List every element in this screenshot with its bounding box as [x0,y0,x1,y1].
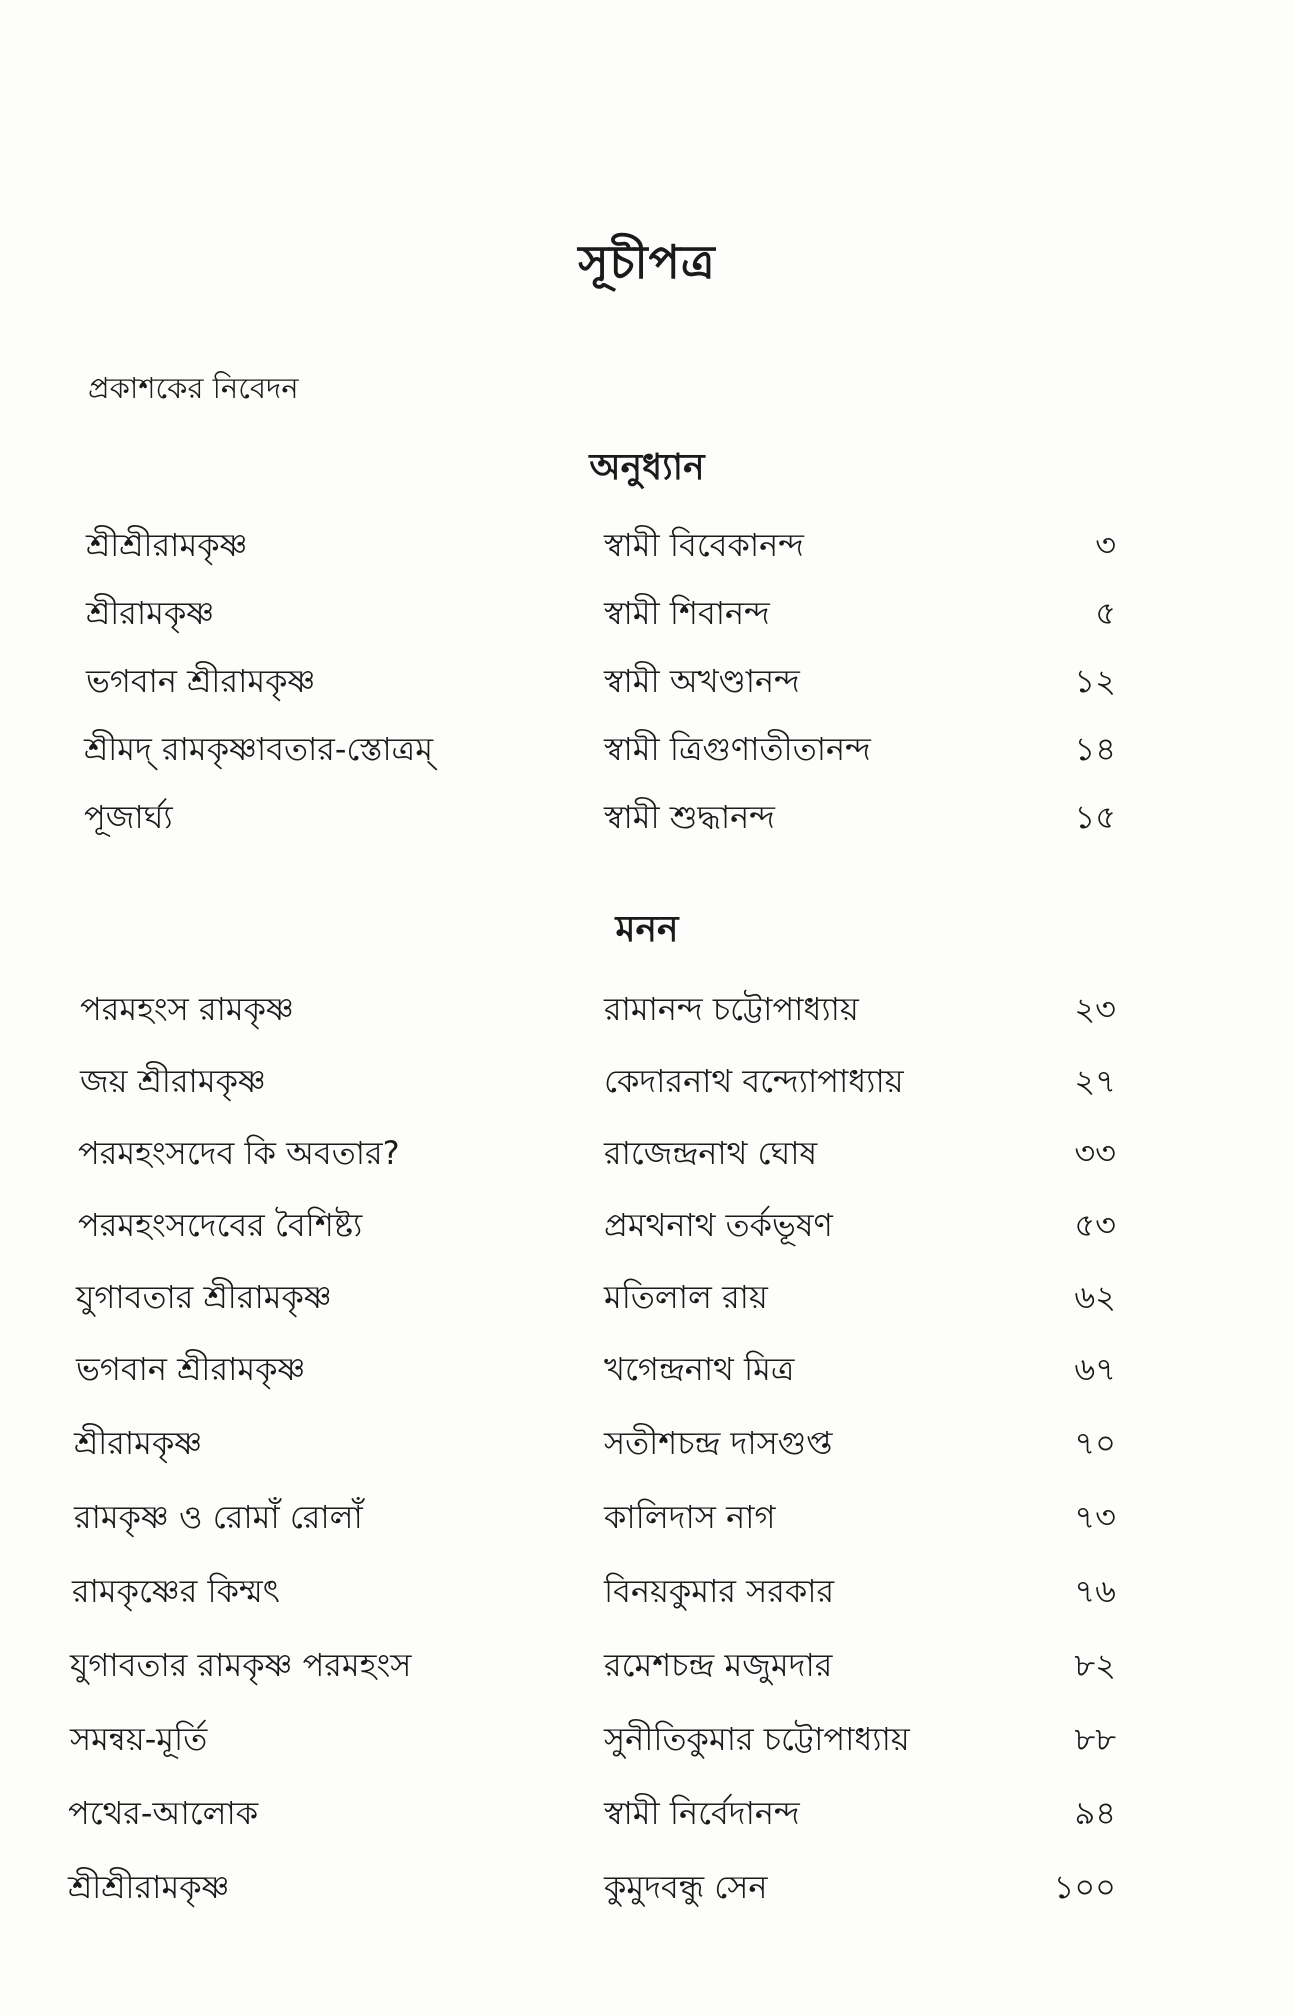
entry-page: ২৭ [1074,1062,1116,1100]
toc-row [0,656,1294,716]
entry-author: মতিলাল রায় [604,1278,768,1316]
toc-row [0,1418,1294,1478]
entry-author: সতীশচন্দ্র দাসগুপ্ত [604,1424,833,1462]
entry-title: যুগাবতার রামকৃষ্ণ পরমহংস [70,1646,412,1684]
entry-title: রামকৃষ্ণের কিম্মৎ [72,1572,280,1610]
entry-page: ৩ [1095,526,1116,564]
entry-author: রমেশচন্দ্র মজুমদার [604,1646,833,1684]
toc-row [0,1344,1294,1404]
entry-page: ১২ [1074,662,1116,700]
entry-title: পরমহংসদেবের বৈশিষ্ট্য [78,1206,363,1244]
entry-page: ১০০ [1053,1868,1116,1906]
toc-row [0,1128,1294,1188]
entry-title: পরমহংসদেব কি অবতার? [78,1134,400,1172]
entry-author: কালিদাস নাগ [604,1498,776,1536]
toc-row [0,1272,1294,1332]
toc-row [0,1566,1294,1626]
entry-author: প্রমথনাথ তর্কভূষণ [604,1206,833,1244]
entry-author: কেদারনাথ বন্দ্যোপাধ্যায় [604,1062,904,1100]
entry-author: রামানন্দ চট্টোপাধ্যায় [604,990,859,1028]
entry-page: ১৫ [1074,798,1116,836]
entry-page: ৭৬ [1074,1572,1116,1610]
entry-title: রামকৃষ্ণ ও রোমাঁ রোলাঁ [74,1498,363,1536]
entry-title: পথের-আলোক [68,1794,259,1832]
entry-title: শ্রীরামকৃষ্ণ [74,1424,203,1462]
entry-title: ভগবান শ্রীরামকৃষ্ণ [76,1350,306,1388]
entry-author: স্বামী ত্রিগুণাতীতানন্দ [604,730,871,768]
entry-page: ৮৮ [1074,1720,1116,1758]
entry-title: শ্রীরামকৃষ্ণ [86,594,215,632]
entry-author: স্বামী অখণ্ডানন্দ [604,662,800,700]
entry-page: ২৩ [1074,990,1116,1028]
entry-page: ৫ [1095,594,1116,632]
section-heading-anudhyan: অনুধ্যান [589,447,705,488]
entry-page: ৩৩ [1074,1134,1116,1172]
toc-row [0,1056,1294,1116]
toc-row [0,1200,1294,1260]
entry-page: ৭০ [1074,1424,1116,1462]
entry-title: জয় শ্রীরামকৃষ্ণ [80,1062,266,1100]
entry-title: যুগাবতার শ্রীরামকৃষ্ণ [76,1278,332,1316]
entry-author: স্বামী শুদ্ধানন্দ [604,798,775,836]
toc-row [0,1862,1294,1922]
entry-title: শ্রীশ্রীরামকৃষ্ণ [68,1868,230,1906]
entry-title: পরমহংস রামকৃষ্ণ [80,990,294,1028]
entry-author: কুমুদবন্ধু সেন [604,1868,768,1906]
entry-page: ৯৪ [1074,1794,1116,1832]
entry-title: ভগবান শ্রীরামকৃষ্ণ [86,662,316,700]
entry-title: পূজার্ঘ্য [84,798,173,836]
toc-row [0,1492,1294,1552]
entry-title: সমন্বয়-মূর্তি [70,1720,208,1758]
toc-row [0,724,1294,784]
toc-row [0,520,1294,580]
toc-row [0,1714,1294,1774]
entry-author: স্বামী শিবানন্দ [604,594,770,632]
entry-author: স্বামী বিবেকানন্দ [604,526,804,564]
entry-author: রাজেন্দ্রনাথ ঘোষ [604,1134,818,1172]
entry-author: সুনীতিকুমার চট্টোপাধ্যায় [604,1720,910,1758]
entry-author: খগেন্দ্রনাথ মিত্র [604,1350,795,1388]
section-heading-manan: মনন [615,909,679,950]
entry-page: ৮২ [1074,1646,1116,1684]
entry-author: বিনয়কুমার সরকার [604,1572,835,1610]
toc-row [0,1640,1294,1700]
preface-entry: প্রকাশকের নিবেদন [88,371,299,405]
page-title: সূচীপত্র [578,235,716,289]
entry-title: শ্রীশ্রীরামকৃষ্ণ [86,526,248,564]
entry-page: ৫৩ [1074,1206,1116,1244]
entry-page: ৬৭ [1074,1350,1116,1388]
toc-row [0,588,1294,648]
entry-title: শ্রীমদ্ রামকৃষ্ণাবতার-স্তোত্রম্ [84,730,433,768]
toc-row [0,984,1294,1044]
entry-page: ৬২ [1074,1278,1116,1316]
toc-row [0,1788,1294,1848]
entry-page: ১৪ [1074,730,1116,768]
entry-page: ৭৩ [1074,1498,1116,1536]
toc-row [0,792,1294,852]
entry-author: স্বামী নির্বেদানন্দ [604,1794,800,1832]
